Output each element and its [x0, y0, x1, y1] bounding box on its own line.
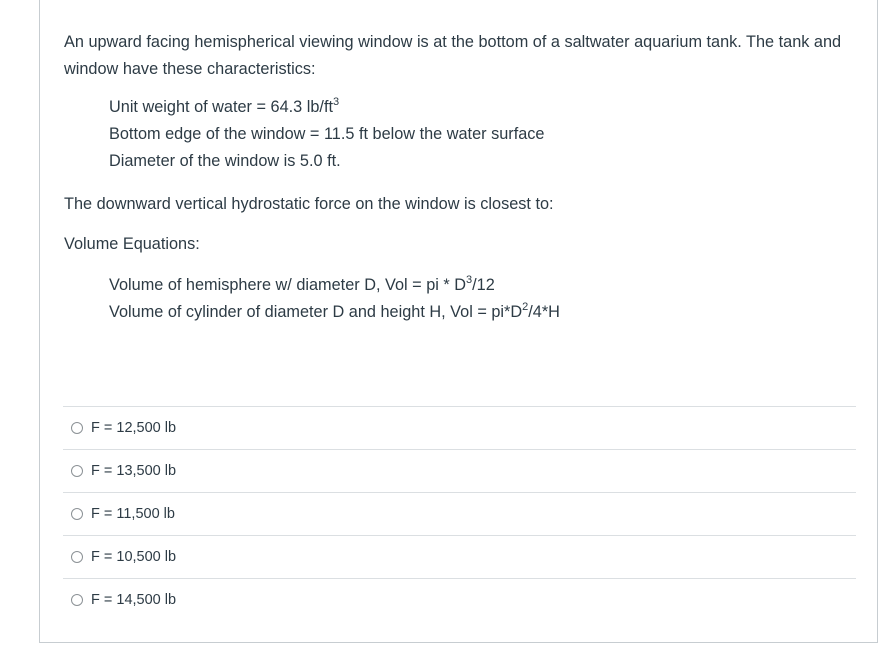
radio-button[interactable]: [71, 508, 83, 520]
question-prompt: The downward vertical hydrostatic force on the window is closest to:: [64, 195, 554, 213]
given-list: [109, 94, 544, 175]
given-bottom-edge: Bottom edge of the window = 11.5 ft below the water surface: [109, 125, 545, 143]
volume-cylinder-suffix: /4*H: [528, 303, 560, 321]
question-intro: An upward facing hemispherical viewing window is at the bottom of a saltwater aquarium tank. The tank and window have these characteristics:: [64, 33, 842, 78]
volume-heading: Volume Equations:: [64, 235, 200, 253]
radio-button[interactable]: [71, 422, 83, 434]
volume-hemisphere: [109, 272, 560, 299]
answer-option[interactable]: [63, 406, 856, 449]
superscript: 3: [466, 273, 473, 286]
answer-list: [63, 406, 856, 621]
volume-hemisphere-suffix: /12: [472, 276, 495, 294]
superscript: 3: [333, 95, 340, 108]
answer-label: F = 11,500 lb: [91, 506, 175, 522]
volume-hemisphere-text: Volume of hemisphere w/ diameter D, Vol = pi * D: [109, 276, 467, 294]
answer-label: F = 12,500 lb: [91, 420, 177, 436]
answer-label: F = 13,500 lb: [91, 463, 177, 479]
answer-label: F = 14,500 lb: [91, 592, 177, 608]
answer-label: F = 10,500 lb: [91, 549, 177, 565]
superscript: 2: [522, 300, 529, 313]
radio-button[interactable]: [71, 551, 83, 563]
radio-button[interactable]: [71, 594, 83, 606]
answer-option[interactable]: [63, 449, 856, 492]
answer-option[interactable]: [63, 492, 856, 535]
volume-cylinder-text: Volume of cylinder of diameter D and height H, Vol = pi*D: [109, 303, 523, 321]
question-card: [39, 0, 878, 643]
volume-equations: [109, 272, 560, 326]
given-unit-weight: [109, 94, 544, 121]
given-unit-weight-text: Unit weight of water = 64.3 lb/ft: [109, 98, 333, 116]
answer-option[interactable]: [63, 535, 856, 578]
radio-button[interactable]: [71, 465, 83, 477]
given-diameter: Diameter of the window is 5.0 ft.: [109, 152, 341, 170]
volume-cylinder: [109, 299, 560, 326]
answer-option[interactable]: [63, 578, 856, 621]
